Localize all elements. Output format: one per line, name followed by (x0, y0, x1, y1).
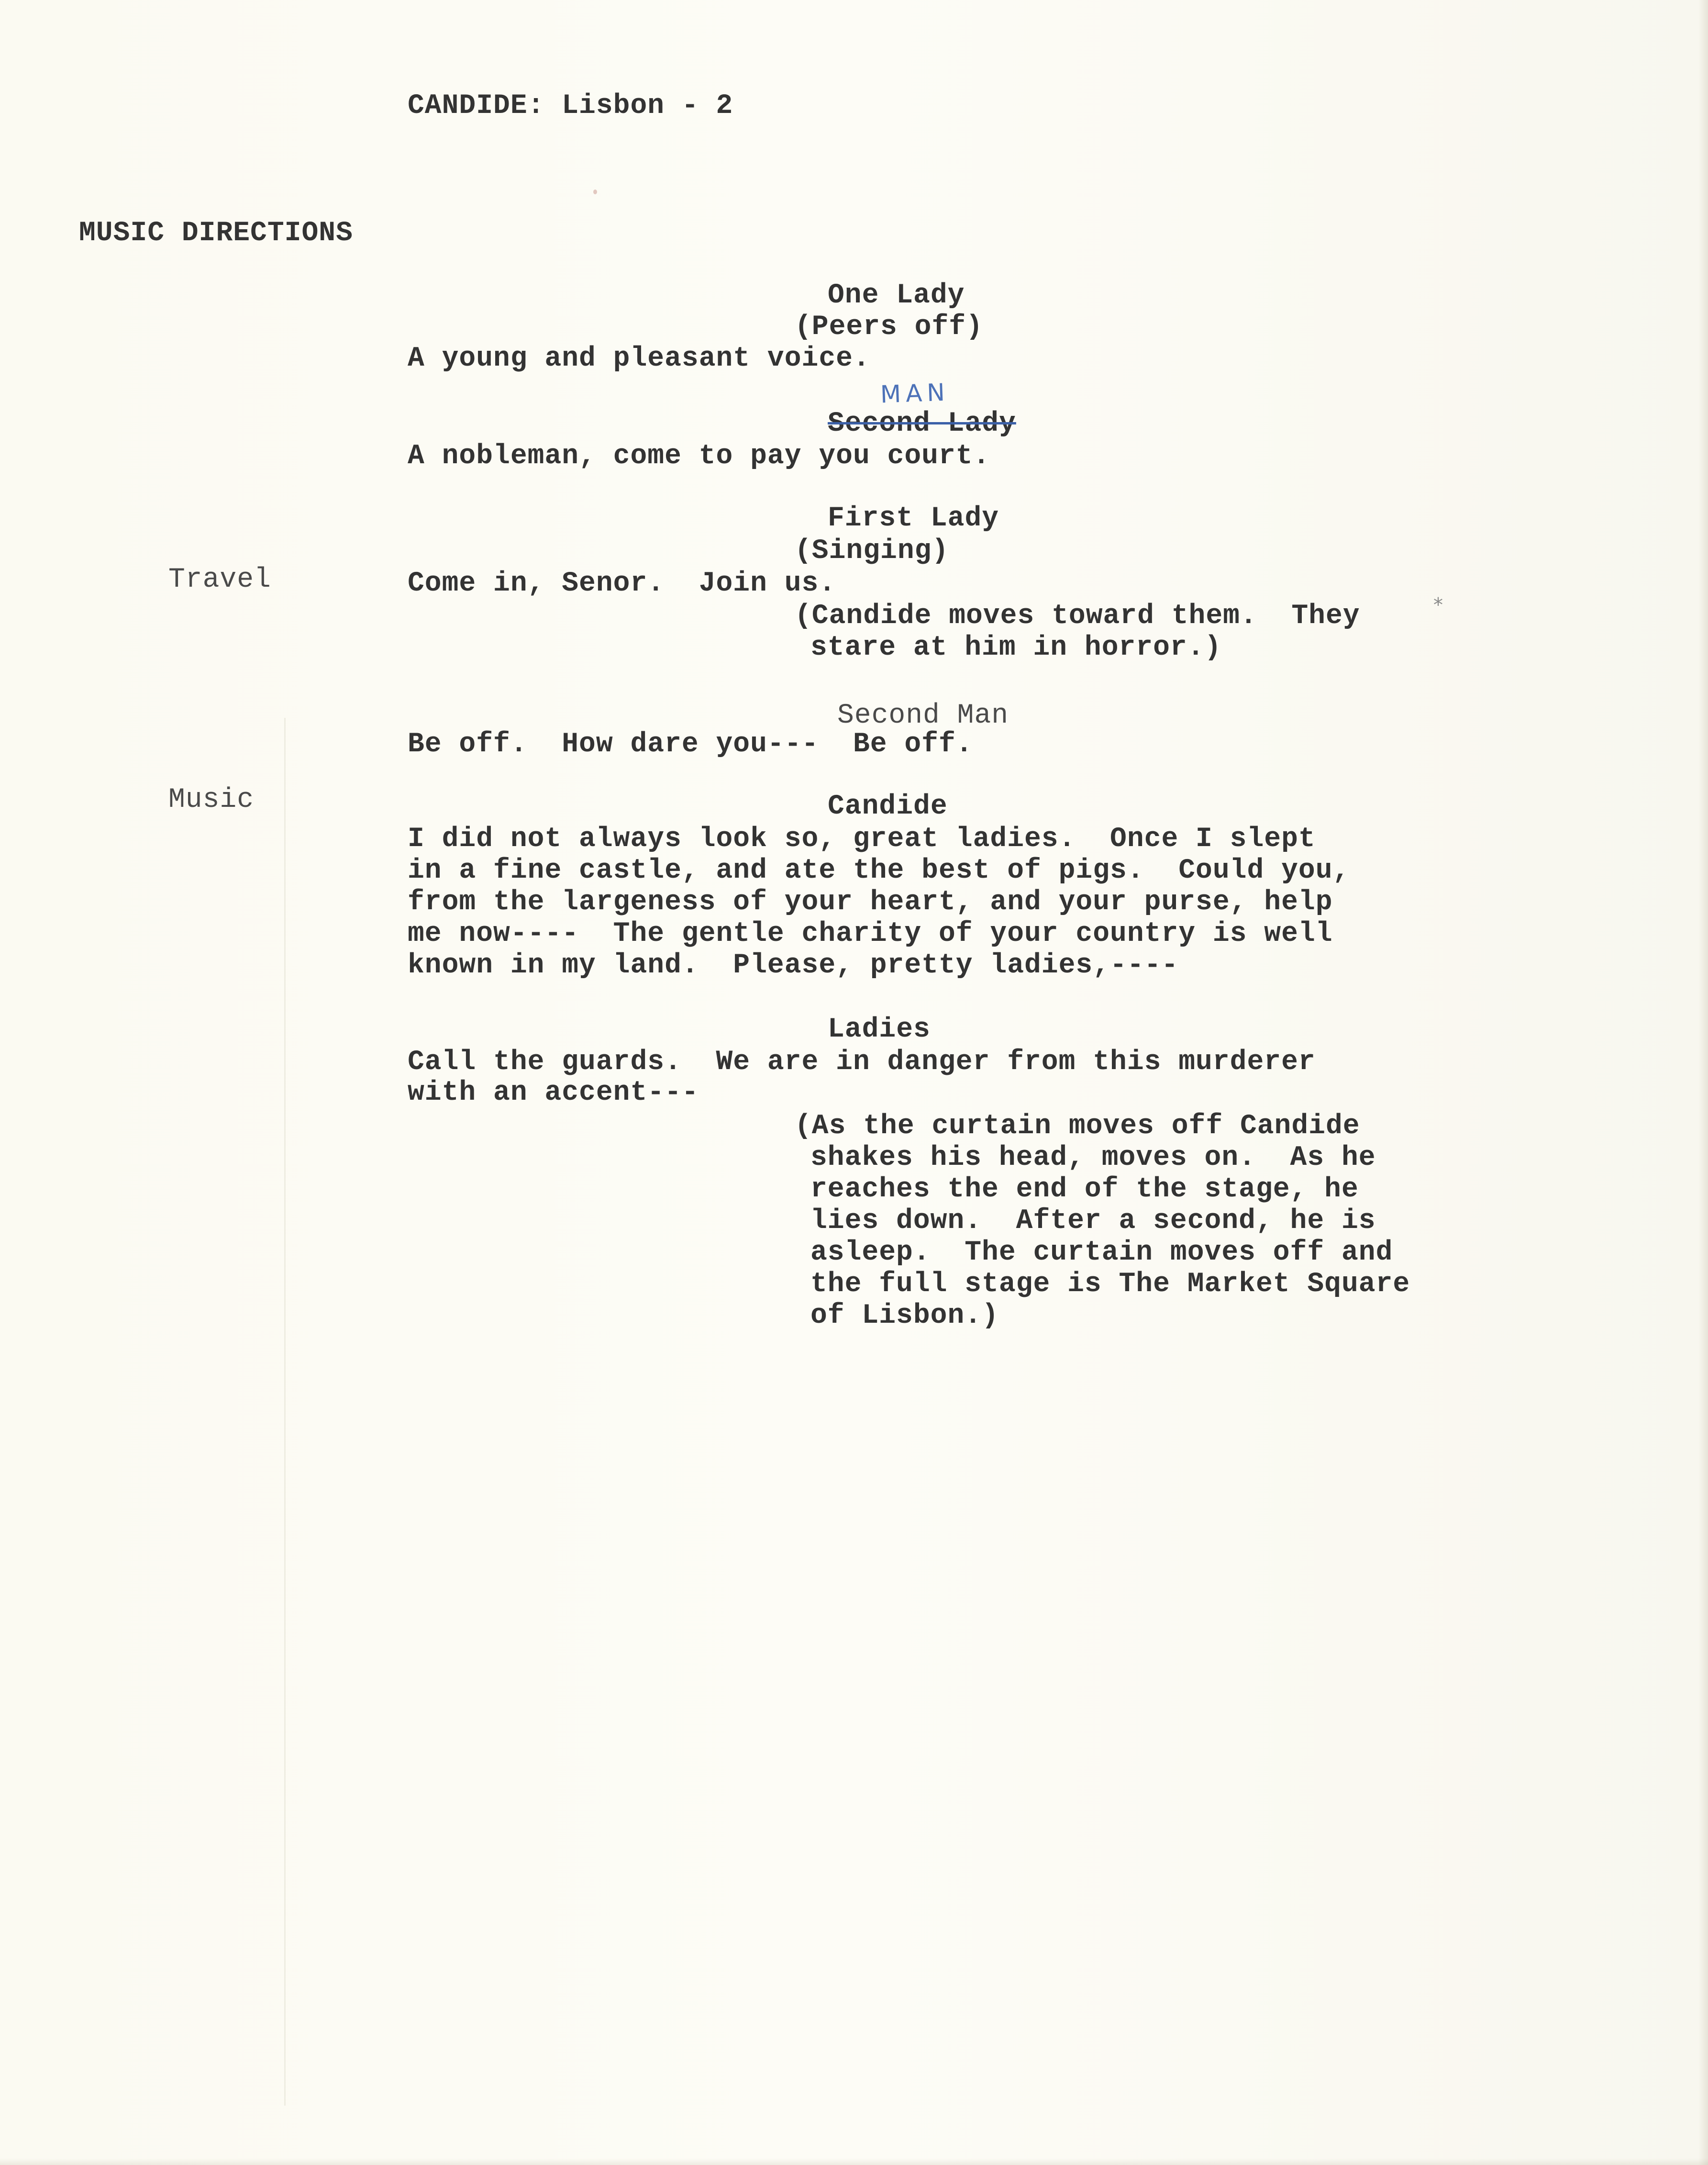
candide-line-1: I did not always look so, great ladies. Once I slept (408, 824, 1316, 855)
line-young-pleasant-voice: A young and pleasant voice. (408, 343, 870, 374)
direction-peers-off: (Peers off) (795, 312, 983, 343)
closing-direction-line-1: (As the curtain moves off Candide (795, 1111, 1360, 1142)
closing-direction-line-3: reaches the end of the stage, he (810, 1174, 1359, 1205)
speaker-candide: Candide (828, 791, 948, 822)
candide-line-4: me now---- The gentle charity of your country is well (408, 918, 1333, 949)
closing-direction-line-6: the full stage is The Market Square (810, 1269, 1410, 1300)
paper-speck (593, 190, 597, 194)
closing-direction-line-2: shakes his head, moves on. As he (810, 1142, 1376, 1173)
line-come-in-senor: Come in, Senor. Join us. (408, 568, 836, 599)
handwritten-man-annotation: MAN (880, 378, 950, 409)
closing-direction-line-5: asleep. The curtain moves off and (810, 1237, 1393, 1268)
candide-line-3: from the largeness of your heart, and your purse, help (408, 887, 1333, 918)
ladies-line-2: with an accent--- (408, 1077, 699, 1108)
speaker-second-lady-struck: Second Lady (828, 408, 1016, 439)
candide-line-2: in a fine castle, and ate the best of pigs. Could you, (408, 855, 1350, 886)
candide-line-5: known in my land. Please, pretty ladies,---- (408, 950, 1179, 981)
page-edge-shadow-right (1698, 0, 1708, 2165)
closing-direction-line-7: of Lisbon.) (810, 1300, 999, 1331)
line-nobleman: A nobleman, come to pay you court. (408, 441, 990, 472)
page-edge-shadow-bottom (0, 2158, 1708, 2165)
speaker-ladies: Ladies (828, 1014, 931, 1045)
margin-cue-music: Music (168, 784, 255, 815)
margin-cue-travel: Travel (168, 564, 271, 595)
speaker-second-man: Second Man (837, 700, 1009, 731)
direction-singing: (Singing) (795, 536, 949, 567)
page-header: CANDIDE: Lisbon - 2 (408, 90, 733, 122)
line-be-off: Be off. How dare you--- Be off. (408, 729, 973, 760)
closing-direction-line-4: lies down. After a second, he is (810, 1205, 1376, 1237)
speaker-first-lady: First Lady (828, 503, 999, 534)
paper-crease (284, 718, 286, 2106)
stage-direction-line-1: (Candide moves toward them. They (795, 601, 1360, 632)
ladies-line-1: Call the guards. We are in danger from this murderer (408, 1047, 1316, 1078)
stage-direction-line-2: stare at him in horror.) (810, 632, 1222, 663)
music-directions-heading: MUSIC DIRECTIONS (79, 218, 353, 249)
speaker-one-lady: One Lady (828, 280, 965, 311)
margin-pencil-mark: ⁎ (1433, 588, 1443, 610)
